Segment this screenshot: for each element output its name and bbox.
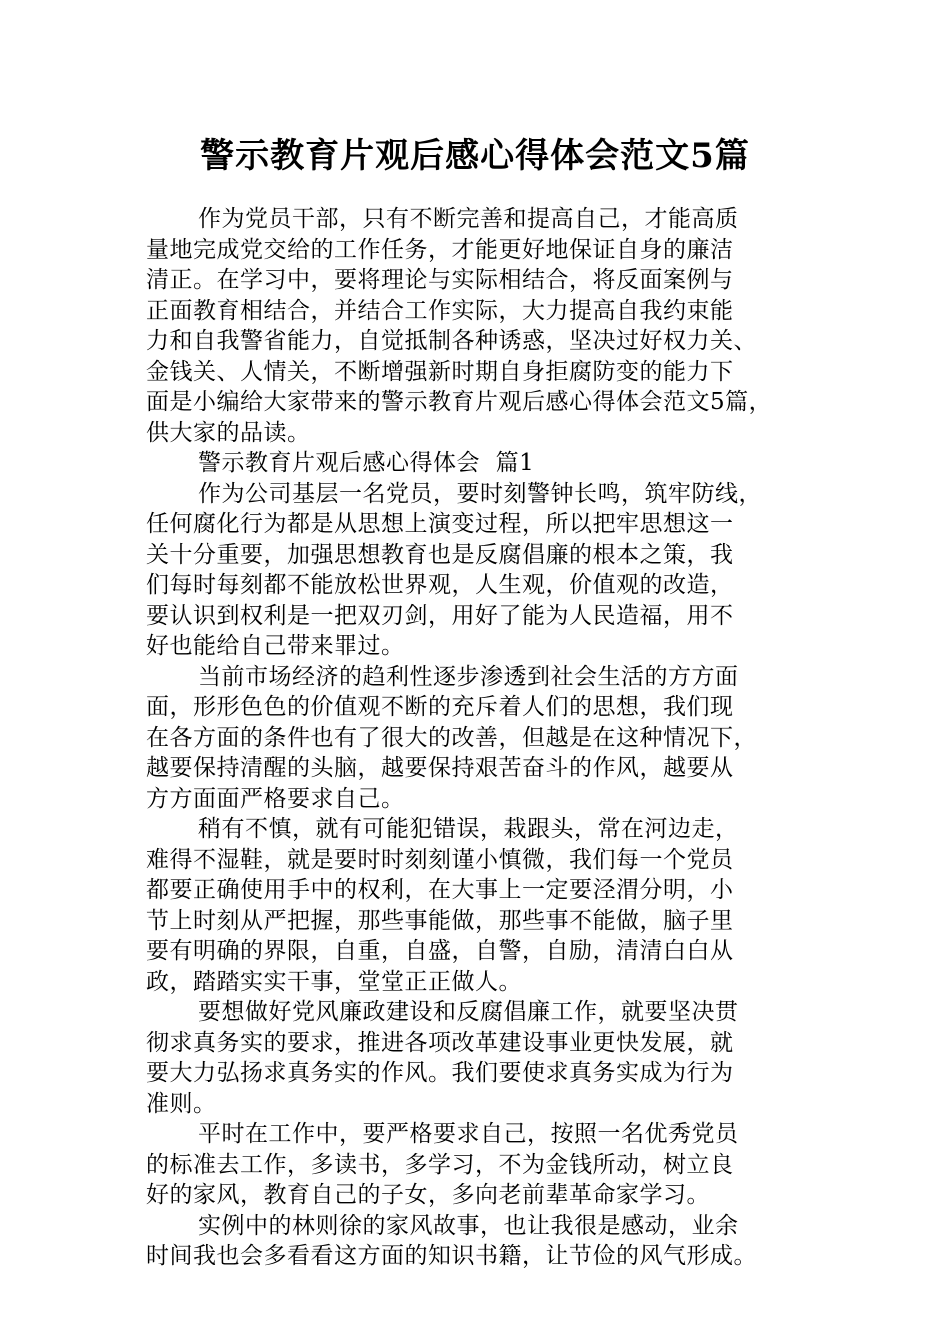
paragraph <box>146 814 816 997</box>
text-line: 时间我也会多看看这方面的知识书籍，让节俭的风气形成。 <box>146 1243 757 1269</box>
text-line: 要有明确的界限，自重，自盛，自警，自励，清清白白从 <box>146 938 734 964</box>
text-line: 政，踏踏实实干事，堂堂正正做人。 <box>146 968 522 995</box>
text-line: 节上时刻从严把握，那些事能做，那些事不能做，脑子里 <box>146 907 734 934</box>
text-line: 们每时每刻都不能放松世界观，人生观，价值观的改造， <box>146 572 734 598</box>
text-line: 任何腐化行为都是从思想上演变过程，所以把牢思想这一 <box>146 511 734 537</box>
document-body <box>146 204 816 1272</box>
text-line: 难得不湿鞋，就是要时时刻刻谨小慎微，我们每一个党员 <box>146 846 734 873</box>
text-line: 平时在工作中，要严格要求自己，按照一名优秀党员 <box>198 1121 739 1147</box>
text-line: 好的家风，教育自己的子女，多向老前辈革命家学习。 <box>146 1182 710 1208</box>
text-line: 当前市场经济的趋利性逐步渗透到社会生活的方方面 <box>198 663 739 690</box>
text-line: 面，形形色色的价值观不断的充斥着人们的思想，我们现 <box>146 694 734 720</box>
text-line: 方方面面严格要求自己。 <box>146 785 405 812</box>
paragraph <box>146 1211 816 1272</box>
text-line: 面是小编给大家带来的警示教育片观后感心得体会范文5篇， <box>146 389 773 415</box>
text-line: 实例中的林则徐的家风故事，也让我很是感动，业余 <box>198 1212 739 1239</box>
text-line: 金钱关、人情关，不断增强新时期自身拒腐防变的能力下 <box>146 358 734 385</box>
text-line: 关十分重要，加强思想教育也是反腐倡廉的根本之策，我 <box>146 541 734 568</box>
text-line: 量地完成党交给的工作任务，才能更好地保证自身的廉洁 <box>146 236 734 263</box>
text-line: 清正。在学习中，要将理论与实际相结合，将反面案例与 <box>146 267 734 293</box>
text-line: 好也能给自己带来罪过。 <box>146 633 405 659</box>
text-line: 在各方面的条件也有了很大的改善，但越是在这种情况下， <box>146 724 757 751</box>
paragraph <box>146 662 816 815</box>
document-title: 警示教育片观后感心得体会范文5篇 <box>200 136 750 176</box>
text-line: 作为公司基层一名党员，要时刻警钟长鸣，筑牢防线， <box>198 480 762 507</box>
section-heading-text: 警示教育片观后感心得体会 篇1 <box>198 450 535 476</box>
text-line: 准则。 <box>146 1090 217 1117</box>
text-line: 要想做好党风廉政建设和反腐倡廉工作，就要坚决贯 <box>198 999 739 1025</box>
text-line: 都要正确使用手中的权利，在大事上一定要泾渭分明，小 <box>146 877 734 903</box>
paragraph <box>146 479 816 662</box>
section-heading <box>146 448 816 479</box>
text-line: 要大力弘扬求真务实的作风。我们要使求真务实成为行为 <box>146 1060 734 1086</box>
text-line: 力和自我警省能力，自觉抵制各种诱惑，坚决过好权力关、 <box>146 328 757 354</box>
text-line: 要认识到权利是一把双刃剑，用好了能为人民造福，用不 <box>146 602 734 629</box>
text-line: 越要保持清醒的头脑，越要保持艰苦奋斗的作风，越要从 <box>146 755 734 781</box>
paragraph-intro <box>146 204 816 448</box>
text-line: 稍有不慎，就有可能犯错误，栽跟头，常在河边走， <box>198 816 739 842</box>
paragraph <box>146 997 816 1119</box>
text-line: 供大家的品读。 <box>146 419 311 446</box>
text-line: 作为党员干部，只有不断完善和提高自己，才能高质 <box>198 206 739 232</box>
paragraph <box>146 1119 816 1211</box>
text-line: 彻求真务实的要求，推进各项改革建设事业更快发展，就 <box>146 1029 734 1056</box>
text-line: 正面教育相结合，并结合工作实际，大力提高自我约束能 <box>146 297 734 324</box>
text-line: 的标准去工作，多读书，多学习，不为金钱所动，树立良 <box>146 1151 734 1178</box>
